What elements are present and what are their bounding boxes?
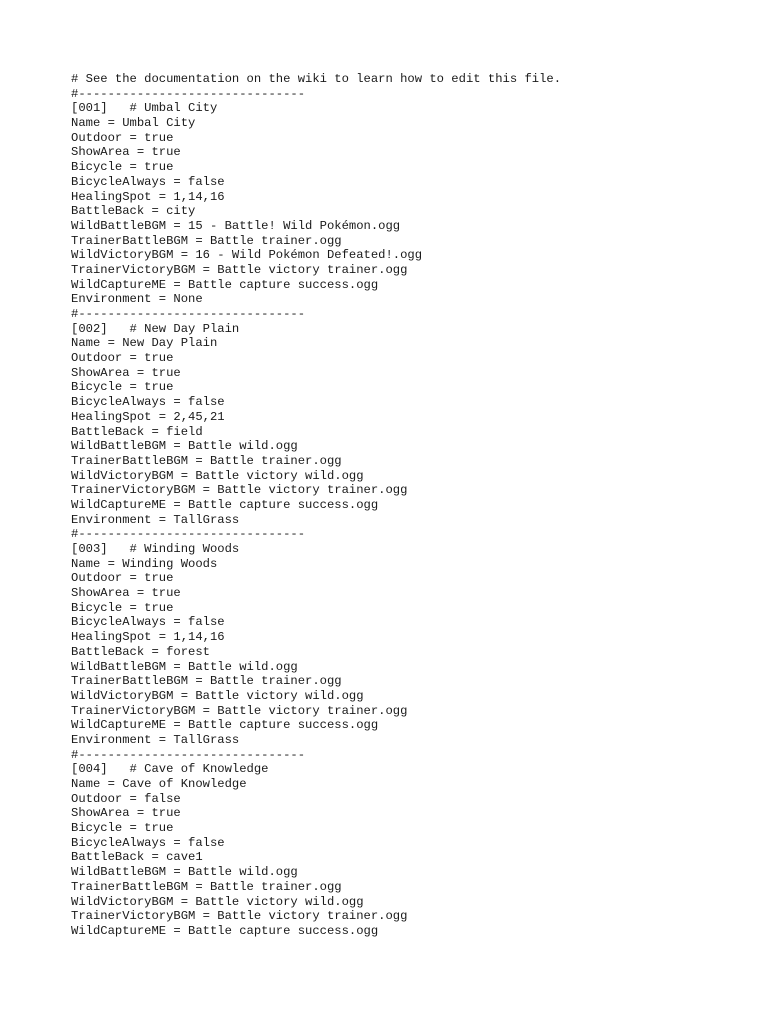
doc-line: TrainerVictoryBGM = Battle victory trainer.ogg <box>71 262 408 277</box>
doc-line: TrainerBattleBGM = Battle trainer.ogg <box>71 453 342 468</box>
doc-line: WildCaptureME = Battle capture success.ogg <box>71 923 379 938</box>
doc-line: WildCaptureME = Battle capture success.ogg <box>71 277 379 292</box>
doc-line: Name = Umbal City <box>71 116 196 131</box>
doc-line: [002] # New Day Plain <box>71 321 240 336</box>
doc-line: Bicycle = true <box>71 160 174 175</box>
doc-line: BattleBack = cave1 <box>71 850 203 865</box>
doc-line: TrainerVictoryBGM = Battle victory trainer.ogg <box>71 483 408 498</box>
doc-line: TrainerBattleBGM = Battle trainer.ogg <box>71 674 342 689</box>
doc-line: TrainerBattleBGM = Battle trainer.ogg <box>71 879 342 894</box>
doc-line: BattleBack = forest <box>71 644 210 659</box>
doc-line: WildBattleBGM = 15 - Battle! Wild Pokémon.ogg <box>71 218 401 233</box>
doc-line: #------------------------------- <box>71 527 306 542</box>
doc-line: Environment = None <box>71 292 203 307</box>
doc-line: Outdoor = true <box>71 351 174 366</box>
doc-line: WildBattleBGM = Battle wild.ogg <box>71 659 298 674</box>
doc-line: TrainerBattleBGM = Battle trainer.ogg <box>71 233 342 248</box>
doc-line: Name = Cave of Knowledge <box>71 777 247 791</box>
doc-line: HealingSpot = 2,45,21 <box>71 409 225 424</box>
doc-line: ShowArea = true <box>71 586 181 601</box>
doc-line: WildVictoryBGM = Battle victory wild.ogg <box>71 468 364 483</box>
doc-line: ShowArea = true <box>71 806 181 821</box>
doc-line: # See the documentation on the wiki to learn how to edit this file. <box>71 72 562 86</box>
doc-line: WildBattleBGM = Battle wild.ogg <box>71 865 298 880</box>
doc-line: WildVictoryBGM = 16 - Wild Pokémon Defeated!.ogg <box>71 248 423 263</box>
doc-line: #------------------------------- <box>71 86 306 101</box>
doc-line: BicycleAlways = false <box>71 615 225 630</box>
doc-line: WildCaptureME = Battle capture success.ogg <box>71 497 379 512</box>
doc-line: HealingSpot = 1,14,16 <box>71 189 225 204</box>
document-text <box>71 72 751 939</box>
doc-line: BicycleAlways = false <box>71 395 225 410</box>
doc-line: BicycleAlways = false <box>71 174 225 189</box>
doc-line: Bicycle = true <box>71 600 174 615</box>
doc-line: Name = Winding Woods <box>71 556 218 571</box>
doc-line: Outdoor = false <box>71 791 181 806</box>
doc-line: #------------------------------- <box>71 307 306 321</box>
doc-line: BattleBack = field <box>71 424 203 439</box>
doc-line: Name = New Day Plain <box>71 336 218 351</box>
doc-line: ShowArea = true <box>71 145 181 160</box>
doc-line: BattleBack = city <box>71 204 196 219</box>
doc-line: Environment = TallGrass <box>71 512 240 527</box>
doc-line: ShowArea = true <box>71 365 181 380</box>
doc-line: Outdoor = true <box>71 130 174 145</box>
doc-line: WildVictoryBGM = Battle victory wild.ogg <box>71 688 364 703</box>
doc-line: #------------------------------- <box>71 747 306 762</box>
doc-line: WildBattleBGM = Battle wild.ogg <box>71 439 298 454</box>
doc-line: [004] # Cave of Knowledge <box>71 762 269 777</box>
doc-line: [003] # Winding Woods <box>71 542 240 556</box>
doc-line: BicycleAlways = false <box>71 835 225 850</box>
doc-line: TrainerVictoryBGM = Battle victory trainer.ogg <box>71 703 408 718</box>
doc-line: HealingSpot = 1,14,16 <box>71 630 225 645</box>
doc-line: Bicycle = true <box>71 380 174 395</box>
doc-line: Environment = TallGrass <box>71 732 240 747</box>
doc-line: WildVictoryBGM = Battle victory wild.ogg <box>71 894 364 909</box>
doc-line: Outdoor = true <box>71 571 174 586</box>
doc-line: [001] # Umbal City <box>71 101 218 116</box>
doc-line: Bicycle = true <box>71 821 174 836</box>
doc-line: WildCaptureME = Battle capture success.ogg <box>71 718 379 733</box>
doc-line: TrainerVictoryBGM = Battle victory trainer.ogg <box>71 909 408 924</box>
